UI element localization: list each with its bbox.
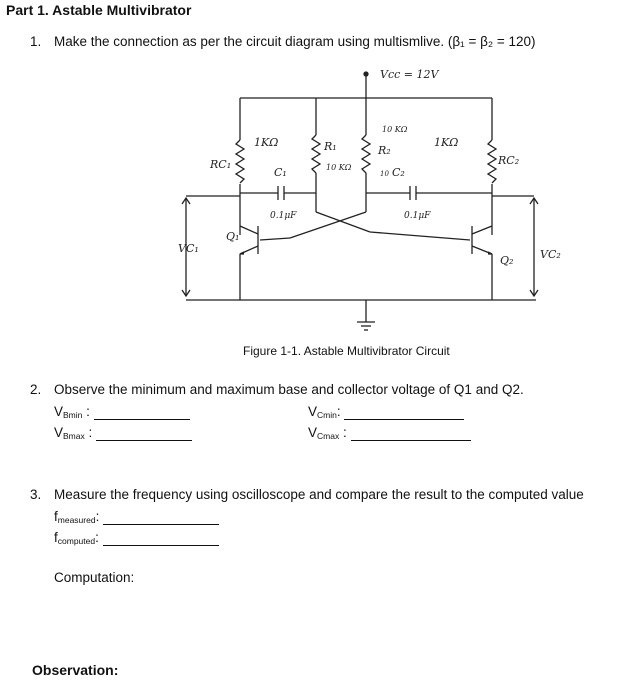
q3-text: Measure the frequency using oscilloscope and compare the result to the computed value bbox=[54, 487, 584, 502]
vc1-label: VC₁ bbox=[178, 242, 199, 255]
figure-caption: Figure 1-1. Astable Multivibrator Circuit bbox=[243, 344, 450, 358]
q1-label: Q₁ bbox=[226, 230, 240, 243]
vcmin-field: $V_{Cmin}$: bbox=[308, 404, 464, 420]
vc2-label: VC₂ bbox=[540, 248, 561, 261]
q1-number: 1. bbox=[30, 34, 42, 49]
vbmin-blank[interactable] bbox=[94, 407, 190, 420]
r2-label: R₂ bbox=[378, 144, 391, 157]
q2-text: Observe the minimum and maximum base and collector voltage of Q1 and Q2. bbox=[54, 382, 524, 397]
computation-label: Computation: bbox=[54, 570, 135, 585]
vcc-label: Vcc = 12V bbox=[380, 68, 439, 81]
vbmax-field: $V_{Bmax}$ : bbox=[54, 425, 192, 441]
r1-resistor bbox=[312, 135, 320, 173]
r2-value: 10 KΩ bbox=[382, 125, 408, 134]
q1-text: Make the connection as per the circuit diagram using multismlive. (β₁ = β₂ = 120) bbox=[54, 34, 536, 49]
rc2-resistor bbox=[488, 140, 496, 183]
q2-label: Q₂ bbox=[500, 254, 514, 267]
c2-label: C₂ bbox=[392, 166, 405, 179]
rc2-value: 1KΩ bbox=[434, 136, 459, 149]
rc2-label: RC₂ bbox=[498, 154, 520, 167]
fmeasured-field: $f_{measured}$: bbox=[54, 509, 219, 525]
r1-value: 10 KΩ bbox=[326, 163, 352, 172]
vcmax-field: $V_{Cmax}$ : bbox=[308, 425, 471, 441]
vcmax-blank[interactable] bbox=[351, 428, 471, 441]
c2-prefix: 10 bbox=[380, 170, 389, 178]
q2-number: 2. bbox=[30, 382, 42, 397]
vbmin-field: $V_{Bmin}$ : bbox=[54, 404, 190, 420]
observation-label: Observation: bbox=[32, 662, 119, 678]
fcomputed-blank[interactable] bbox=[103, 533, 219, 546]
r2-resistor bbox=[362, 135, 370, 173]
vcmin-blank[interactable] bbox=[344, 407, 464, 420]
rc1-label: RC₁ bbox=[210, 158, 232, 171]
rc1-value: 1KΩ bbox=[254, 136, 279, 149]
c1-label: C₁ bbox=[274, 166, 287, 179]
c2-value: 0.1μF bbox=[404, 211, 431, 221]
r1-label: R₁ bbox=[324, 140, 337, 153]
page-title: Part 1. Astable Multivibrator bbox=[6, 2, 192, 18]
q3-number: 3. bbox=[30, 487, 42, 502]
c1-value: 0.1μF bbox=[270, 211, 297, 221]
rc1-resistor bbox=[236, 140, 244, 183]
fmeasured-blank[interactable] bbox=[103, 512, 219, 525]
fcomputed-field: $f_{computed}$: bbox=[54, 530, 219, 546]
vbmax-blank[interactable] bbox=[96, 428, 192, 441]
